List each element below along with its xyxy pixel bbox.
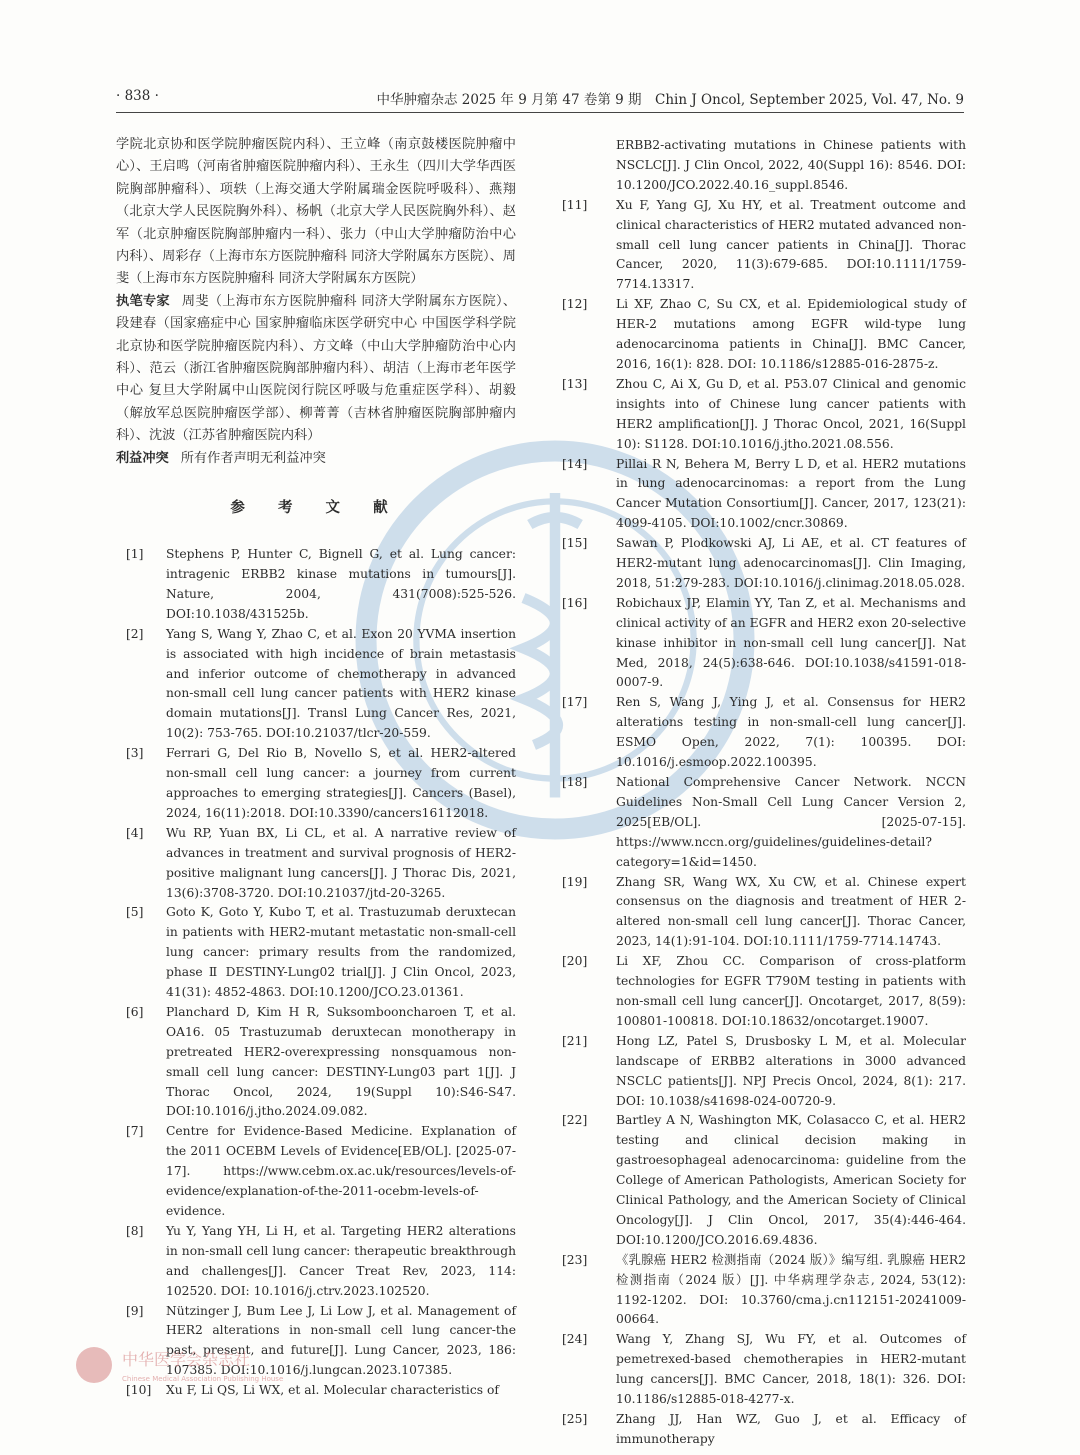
reference-item [562, 1330, 966, 1410]
reference-number: [20] [562, 954, 588, 969]
reference-text: Li XF, Zhao C, Su CX, et al. Epidemiological study of HER-2 mutations among EGFR wild-type lung adenocarcinoma patients in China[J]. BMC Cancer, 2016, 16(1): 828. DOI: 10.1186/s12885-016-2875-z. [616, 297, 966, 371]
reference-item [562, 1410, 966, 1450]
reference-number: [2] [126, 626, 144, 641]
reference-item [562, 773, 966, 873]
reference-item [116, 1122, 516, 1222]
reference-text: Bartley A N, Washington MK, Colasacco C, et al. HER2 testing and clinical decision making in gastroesophageal adenocarcinoma: guideline from the College of American Pathologists, American Society for Clinical Pathology, and the American Society of Clinical Oncology[J]. J Clin Oncol, 2017, 35(4):446-464. DOI:10.1200/JCO.2016.69.4836. [616, 1113, 966, 1247]
right-column [562, 136, 966, 1450]
reference-text: Xu F, Yang GJ, Xu HY, et al. Treatment outcome and clinical characteristics of HER2 mutated advanced non-small cell lung cancer patients in China[J]. Thorac Cancer, 2020, 11(3):679-685. DOI:10.1111/1759-7714.13317. [616, 197, 966, 292]
reference-number: [12] [562, 297, 588, 312]
coi-text: 所有作者声明无利益冲突 [180, 450, 326, 466]
reference-item [562, 455, 966, 535]
reference-text: Wu RP, Yuan BX, Li CL, et al. A narrative review of advances in treatment and survival prognosis of HER2-positive malignant lung cancers[J]. J Thorac Dis, 2021, 13(6):3708-3720. DOI:10.21037/jtd-20-3265. [166, 825, 516, 900]
reference-number: [10] [126, 1383, 152, 1398]
running-header [116, 86, 964, 113]
reference-item [562, 873, 966, 953]
reference-number: [4] [126, 825, 144, 840]
reference-number: [23] [562, 1252, 588, 1267]
reference-number: [7] [126, 1124, 144, 1139]
reference-list-left [116, 545, 516, 1401]
reference-number: [15] [562, 536, 588, 551]
reference-list-right [562, 136, 966, 1450]
reference-text: Nützinger J, Bum Lee J, Li Low J, et al. Management of HER2 alterations in non-small cell lung cancer-the past, present, and future[J]. Lung Cancer, 2023, 186: 107385. DOI:10.1016/j.lungcan.2023.107385. [166, 1303, 516, 1378]
reference-number: [14] [562, 456, 588, 471]
reference-item [562, 196, 966, 296]
reference-item [562, 1251, 966, 1331]
reference-text: Yang S, Wang Y, Zhao C, et al. Exon 20 YVMA insertion is associated with high incidence of brain metastasis and inferior outcome of chemotherapy in advanced non-small cell lung cancer patients with HER2 kinase domain mutations[J]. Transl Lung Cancer Res, 2021, 10(2): 753-765. DOI:10.21037/tlcr-20-559. [166, 626, 516, 741]
reference-text: Li XF, Zhou CC. Comparison of cross-platform technologies for EGFR T790M testing in patients with non-small cell lung cancer[J]. Oncotarget, 2017, 8(59): 100801-100818. DOI:10.18632/oncotarget.19007. [616, 954, 966, 1028]
reference-number: [22] [562, 1113, 588, 1128]
references-title: 参 考 文 献 [230, 499, 402, 517]
reference-number: [21] [562, 1033, 588, 1048]
reference-number: [3] [126, 746, 144, 761]
left-column [116, 134, 516, 1401]
reference-number: [1] [126, 547, 144, 562]
reference-item [116, 744, 516, 824]
reference-item [562, 952, 966, 1032]
reference-item [562, 375, 966, 455]
reference-number: [8] [126, 1223, 144, 1238]
journal-citation: 中华肿瘤杂志 2025 年 9 月第 47 卷第 9 期 Chin J Oncol, September 2025, Vol. 47, No. 9 [376, 92, 964, 108]
reference-text: Stephens P, Hunter C, Bignell G, et al. Lung cancer: intragenic ERBB2 kinase mutations in tumours[J]. Nature, 2004, 431(7008):525-526. DOI:10.1038/431525b. [166, 547, 516, 621]
reference-text: Xu F, Li QS, Li WX, et al. Molecular characteristics of [166, 1383, 499, 1398]
reference-text: 《乳腺癌 HER2 检测指南（2024 版）》编写组. 乳腺癌 HER2 检测指南（2024 版）[J]. 中华病理学杂志, 2024, 53(12): 1192-1202. DOI: 10.3760/cma.j.cn112151-20241009-00664. [616, 1252, 966, 1327]
reference-number: [18] [562, 775, 588, 789]
reference-item [562, 693, 966, 773]
reference-text: Ren S, Wang J, Ying J, et al. Consensus for HER2 alterations testing in non-small-cell lung cancer[J]. ESMO Open, 2022, 7(1): 100395. DOI: 10.1016/j.esmoop.2022.100395. [616, 695, 966, 770]
reference-item [566, 136, 966, 196]
reference-text: Robichaux JP, Elamin YY, Tan Z, et al. Mechanisms and clinical activity of an EGFR and HER2 exon 20-selective kinase inhibitor in non-small cell lung cancer[J]. Nat Med, 2018, 24(5):638-646. DOI:10.1038/s41591-018-0007-9. [616, 595, 966, 690]
reference-text: Planchard D, Kim H R, Suksombooncharoen T, et al. OA16. 05 Trastuzumab deruxtecan monotherapy in pretreated HER2-overexpressing nonsquamous non-small cell lung cancer: DESTINY-Lung03 part 1[J]. J Thorac Oncol, 2024, 19(Suppl 10):S46-S47. DOI:10.1016/j.jtho.2024.09.082. [166, 1004, 516, 1119]
reference-item [562, 594, 966, 694]
reference-text: Zhang SR, Wang WX, Xu CW, et al. Chinese expert consensus on the diagnosis and treatment of HER 2-altered non-small cell lung cancer[J]. Thorac Cancer, 2023, 14(1):91-104. DOI:10.1111/1759-7714.14743. [616, 874, 966, 949]
reference-number: [19] [562, 874, 588, 889]
reference-number: [24] [562, 1332, 588, 1347]
publisher-cn: 中华医学会杂志社 [122, 1350, 251, 1369]
reference-text: Hong LZ, Patel S, Drusbosky L M, et al. Molecular landscape of ERBB2 alterations in 3000 advanced NSCLC patients[J]. NPJ Precis Oncol, 2024, 8(1): 217. DOI: 10.1038/s41698-024-00720-9. [616, 1033, 966, 1108]
reference-text: ERBB2-activating mutations in Chinese patients with NSCLC[J]. J Clin Oncol, 2022, 40(Suppl 16): 8546. DOI: 10.1200/JCO.2022.40.16_suppl.8546. [616, 138, 966, 192]
reference-item [116, 903, 516, 1003]
reference-number: [5] [126, 905, 144, 920]
coi-label: 利益冲突 [116, 450, 169, 466]
reference-item [562, 1032, 966, 1112]
reference-number: [13] [562, 376, 588, 391]
page-number: · 838 · [116, 88, 159, 104]
reference-number: [17] [562, 695, 588, 710]
reference-text: Zhou C, Ai X, Gu D, et al. P53.07 Clinical and genomic insights into of Chinese lung cancer patients with HER2 amplification[J]. J Thorac Oncol, 2021, 16(Suppl 10): S1128. DOI:10.1016/j.jtho.2021.08.556. [616, 376, 966, 451]
reference-item [562, 1111, 966, 1250]
publisher-en: Chinese Medical Association Publishing House [122, 1375, 284, 1383]
reference-item [116, 1302, 516, 1382]
reference-text: Pillai R N, Behera M, Berry L D, et al. HER2 mutations in lung adenocarcinomas: a report from the Lung Cancer Mutation Consortium[J]. Cancer, 2017, 123(21): 4099-4105. DOI:10.1002/cncr.30869. [616, 456, 966, 531]
reference-number: [16] [562, 595, 588, 610]
reference-text: National Comprehensive Cancer Network. NCCN Guidelines Non-Small Cell Lung Cancer Version 2, 2025[EB/OL]. [2025-07-15]. https://www.nccn.org/guidelines/guidelines-detail?category=1&id=1450. [616, 775, 966, 869]
writers-text: 周斐（上海市东方医院肿瘤科 同济大学附属东方医院）、段建春（国家癌症中心 国家肿瘤临床医学研究中心 中国医学科学院北京协和医学院肿瘤医院内科）、方文峰（中山大学肿瘤防治中心内科）、范云（浙江省肿瘤医院胸部肿瘤内科）、胡洁（上海市老年医学中心 复旦大学附属中山医院闵行院区呼吸与危重症医学科）、胡毅（解放军总医院肿瘤医学部）、柳菁菁（吉林省肿瘤医院胸部肿瘤内科）、沈波（江苏省肿瘤医院内科） [116, 293, 517, 444]
reference-text: Goto K, Goto Y, Kubo T, et al. Trastuzumab deruxtecan in patients with HER2-mutant metastatic non-small-cell lung cancer: primary results from the randomized, phase Ⅱ DESTINY-Lung02 trial[J]. J Clin Oncol, 2023, 41(31): 4852-4863. DOI:10.1200/JCO.23.01361. [166, 905, 516, 1000]
reference-item [562, 295, 966, 375]
reference-text: Sawan P, Plodkowski AJ, Li AE, et al. CT features of HER2-mutant lung adenocarcinomas[J]. Clin Imaging, 2018, 51:279-283. DOI:10.1016/j.clinimag.2018.05.028. [616, 536, 966, 590]
reference-text: Yu Y, Yang YH, Li H, et al. Targeting HER2 alterations in non-small cell lung cancer: therapeutic breakthrough and challenges[J]. Cancer Treat Rev, 2023, 114: 102520. DOI: 10.1016/j.ctrv.2023.102520. [166, 1223, 516, 1298]
reference-number: [11] [562, 197, 588, 212]
reference-number: [9] [126, 1303, 144, 1318]
writers-label: 执笔专家 [116, 293, 170, 309]
reference-item [116, 1222, 516, 1302]
reference-item [116, 1381, 516, 1401]
reference-item [562, 534, 966, 594]
conflict-of-interest-paragraph [116, 448, 516, 470]
reference-item [116, 1003, 516, 1122]
reference-item [116, 824, 516, 904]
reference-number: [25] [562, 1412, 588, 1426]
writers-paragraph [116, 291, 516, 448]
consensus-members-paragraph: 学院北京协和医学院肿瘤医院内科）、王立峰（南京鼓楼医院肿瘤中心）、王启鸣（河南省肿瘤医院肿瘤内科）、王永生（四川大学华西医院胸部肿瘤科）、项轶（上海交通大学附属瑞金医院呼吸科）、燕翔（北京大学人民医院胸外科）、杨帆（北京大学人民医院胸外科）、赵军（北京肿瘤医院胸部肿瘤内一科）、张力（中山大学肿瘤防治中心内科）、周彩存（上海市东方医院肿瘤科 同济大学附属东方医院）、周斐（上海市东方医院肿瘤科 同济大学附属东方医院） [116, 137, 516, 287]
reference-text: Centre for Evidence-Based Medicine. Explanation of the 2011 OCEBM Levels of Evidence[EB/OL]. [2025-07-17]. https://www.cebm.ox.ac.uk/resources/levels-of-evidence/explanation-of-the-2011-ocebm-levels-of-evidence. [166, 1124, 516, 1218]
reference-item [116, 625, 516, 744]
reference-item [116, 545, 516, 625]
reference-text: Wang Y, Zhang SJ, Wu FY, et al. Outcomes of pemetrexed-based chemotherapies in HER2-mutant lung cancers[J]. BMC Cancer, 2018, 18(1): 326. DOI: 10.1186/s12885-018-4277-x. [616, 1332, 966, 1407]
reference-text: Zhang JJ, Han WZ, Guo J, et al. Efficacy of immunotherapy [616, 1412, 966, 1446]
reference-number: [6] [126, 1004, 144, 1019]
reference-text: Ferrari G, Del Rio B, Novello S, et al. HER2-altered non-small cell lung cancer: a journey from current approaches to emerging strategies[J]. Cancers (Basel), 2024, 16(11):2018. DOI:10.3390/cancers16112018. [166, 746, 516, 820]
